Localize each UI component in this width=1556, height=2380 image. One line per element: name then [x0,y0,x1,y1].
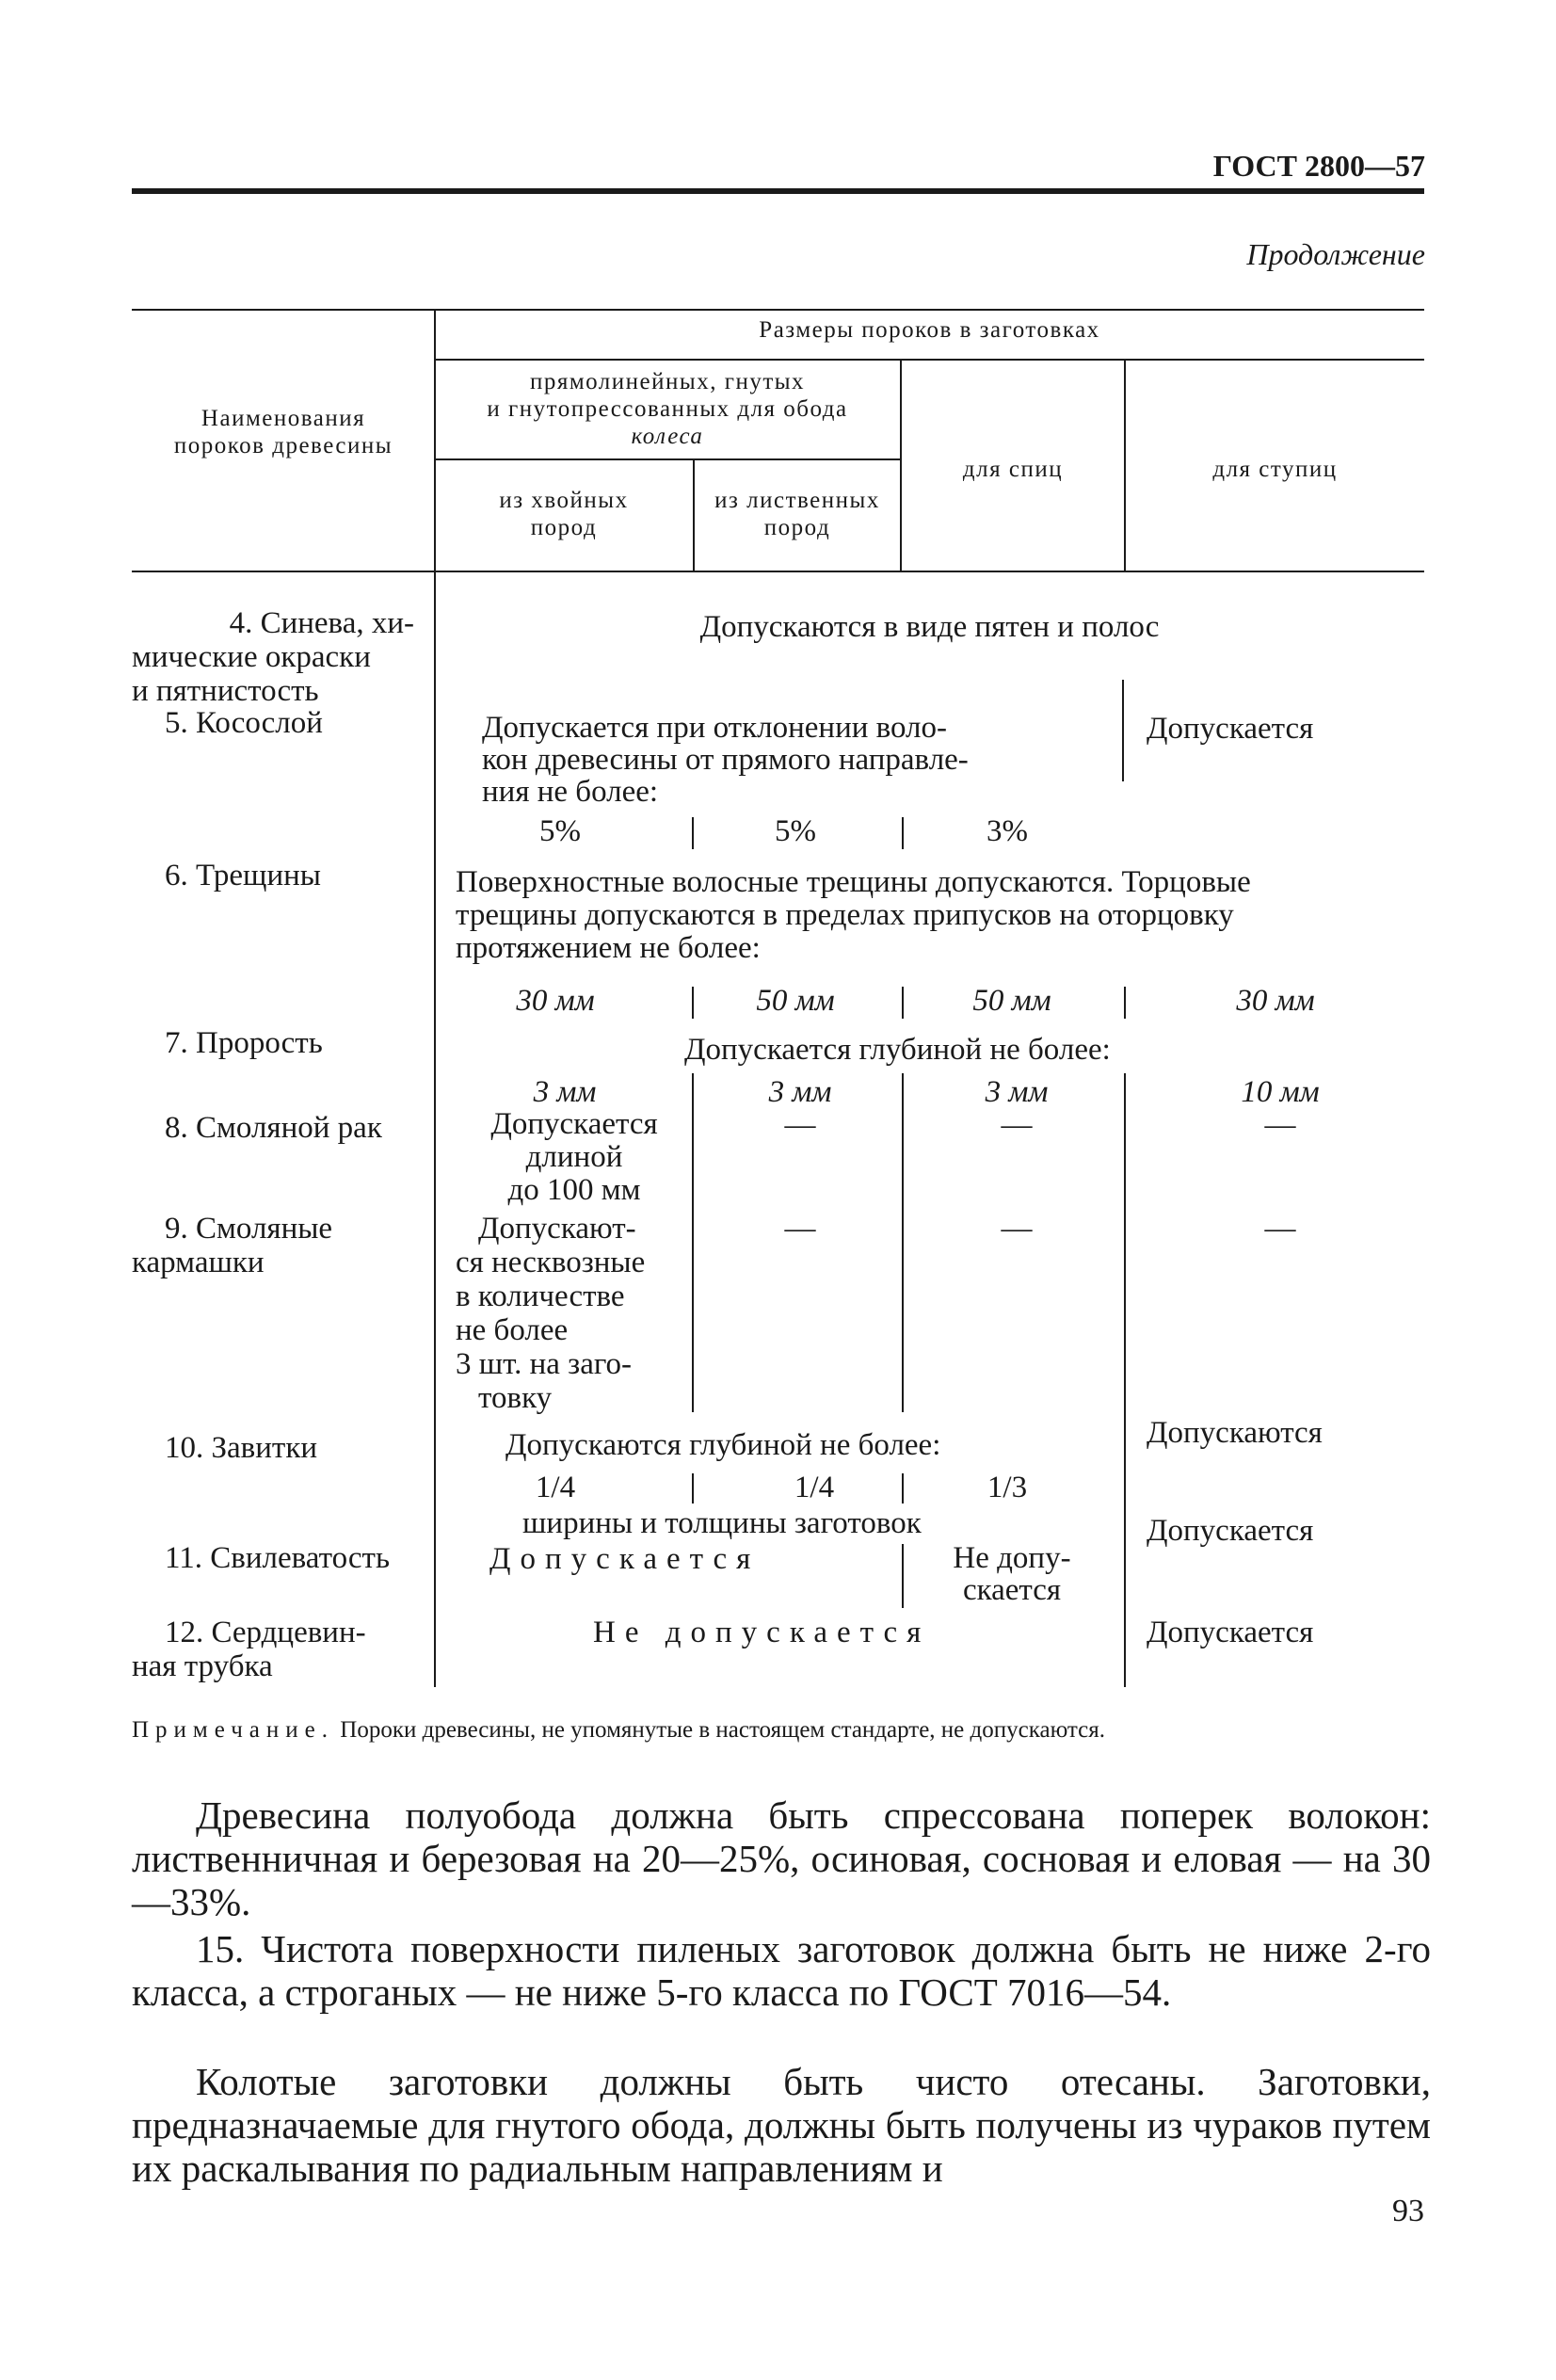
row-10-conifer: 1/4 [535,1471,576,1504]
row-7-value: Допускается глубиной не более: [684,1033,1111,1067]
row-7-divider [1124,1073,1126,1412]
row-11-hubs: Допускается [1147,1514,1314,1548]
row-8-name: 8. Смоляной рак [165,1111,382,1145]
row-12-value: Не допускается [593,1616,931,1649]
hubs-divider [1124,1403,1126,1687]
row-7-divider [902,1073,904,1412]
row-4-name: 4. Синева, хи- мические окраски [132,606,414,674]
row-4-value: Допускаются в виде пятен и полос [699,610,1160,644]
row-8-hardwood: — [784,1108,816,1142]
standard-number: ГОСТ 2800—57 [1212,149,1425,183]
row-12-name: 12. Сердцевин- ная трубка [132,1616,366,1683]
row-10-hardwood: 1/4 [794,1471,835,1504]
row-6-divider [902,987,904,1019]
col-header-rim: прямолинейных, гнутых и гнутопрессованных для обода колеса [487,369,848,449]
row-10-name: 10. Завитки [165,1431,318,1465]
row-8-hubs: — [1264,1108,1296,1142]
row-6-hardwood: 50 мм [756,984,835,1018]
row-5-hardwood: 5% [775,814,816,848]
row-11-name: 11. Свилеватость [165,1541,391,1575]
table-top-rule [132,309,1424,311]
col-header-conifer: из хвойных пород [499,488,629,540]
row-11-divider [902,1544,904,1608]
row-5-hubs: Допускается [1147,712,1314,746]
row-6-name: 6. Трещины [165,859,321,892]
paragraph: Колотые заготовки должны быть чисто отесаны. Заготовки, предназначаемые для гнутого обода, должны быть получены из чураков путем их раскалывания по радиальным направлениям и [132,2060,1431,2190]
row-6-value: Поверхностные волосные трещины допускаются. Торцовые трещины допускаются в пределах припусков на оторцовку протяжением не более: [456,865,1251,965]
group-header-rule [435,359,1424,361]
body-divider [434,571,436,1687]
note-label: Примечание. [132,1717,335,1743]
table-note [132,1715,1431,1745]
col-header-spokes: для спиц [962,457,1064,482]
row-7-divider [692,1073,694,1412]
row-12-hubs: Допускается [1147,1616,1314,1649]
row-9-hubs: — [1264,1212,1296,1246]
row-11-spokes: Не допу- скается [953,1541,1071,1607]
col-header-defect-name: Наименования пороков древесины [173,406,393,458]
row-6-divider [1124,987,1126,1019]
row-6-conifer: 30 мм [516,984,595,1018]
row-10-hubs: Допускаются [1147,1416,1323,1450]
row-6-spokes: 50 мм [972,984,1051,1018]
page-number: 93 [1392,2194,1424,2228]
row-9-spokes: — [1001,1212,1033,1246]
row-7-hardwood: 3 мм [768,1075,832,1109]
paragraph: 15. Чистота поверхности пиленых заготовок должна быть не ниже 2-го класса, а строганых — не ниже 5-го класса по ГОСТ 7016—54. [132,1927,1431,2014]
col-header-group: Размеры пороков в заготовках [759,317,1100,343]
row-9-name: 9. Смоляные кармашки [132,1212,333,1279]
header-rule [132,188,1424,194]
row-7-hubs: 10 мм [1241,1075,1320,1109]
row-10-value: Допускаются глубиной не более: [505,1428,941,1462]
row-9-hardwood: — [784,1212,816,1246]
rim-header-rule [435,458,900,460]
row-5-spokes: 3% [987,814,1028,848]
row-7-name: 7. Прорость [165,1026,323,1060]
row-5-divider [1122,680,1124,781]
row-5-divider [692,817,694,849]
row-8-spokes: — [1001,1108,1033,1142]
row-10-note: ширины и толщины заготовок [522,1506,922,1540]
row-5-name: 5. Косослой [165,706,323,740]
row-5-divider [902,817,904,849]
row-7-spokes: 3 мм [985,1075,1049,1109]
col-header-hardwood: из лиственных пород [714,488,880,540]
col-header-hubs: для ступиц [1212,457,1338,482]
row-10-divider [692,1473,694,1504]
row-6-divider [692,987,694,1019]
header-bottom-rule [132,571,1424,572]
row-5-conifer: 5% [539,814,581,848]
continuation-label: Продолжение [1246,237,1425,271]
row-4-name-line3: и пятнистость [132,674,319,708]
row-11-value: Допускается [489,1542,761,1576]
row-10-spokes: 1/3 [987,1471,1028,1504]
row-6-hubs: 30 мм [1236,984,1315,1018]
paragraph: Древесина полуобода должна быть спрессована поперек волокон: лиственничная и березовая на 20—25%, осиновая, сосновая и еловая — на 30—33%. [132,1793,1431,1923]
row-9-conifer: Допускают- ся несквозные в количестве не более 3 шт. на заго- товку [456,1212,646,1415]
row-5-value: Допускается при отклонении воло- кон древесины от прямого направле- ния не более: [482,711,969,809]
row-7-conifer: 3 мм [533,1075,597,1109]
row-8-conifer: Допускается длиной до 100 мм [490,1107,658,1207]
row-10-divider [902,1473,904,1504]
note-text: Пороки древесины, не упомянутые в настоящем стандарте, не допускаются. [340,1717,1106,1743]
